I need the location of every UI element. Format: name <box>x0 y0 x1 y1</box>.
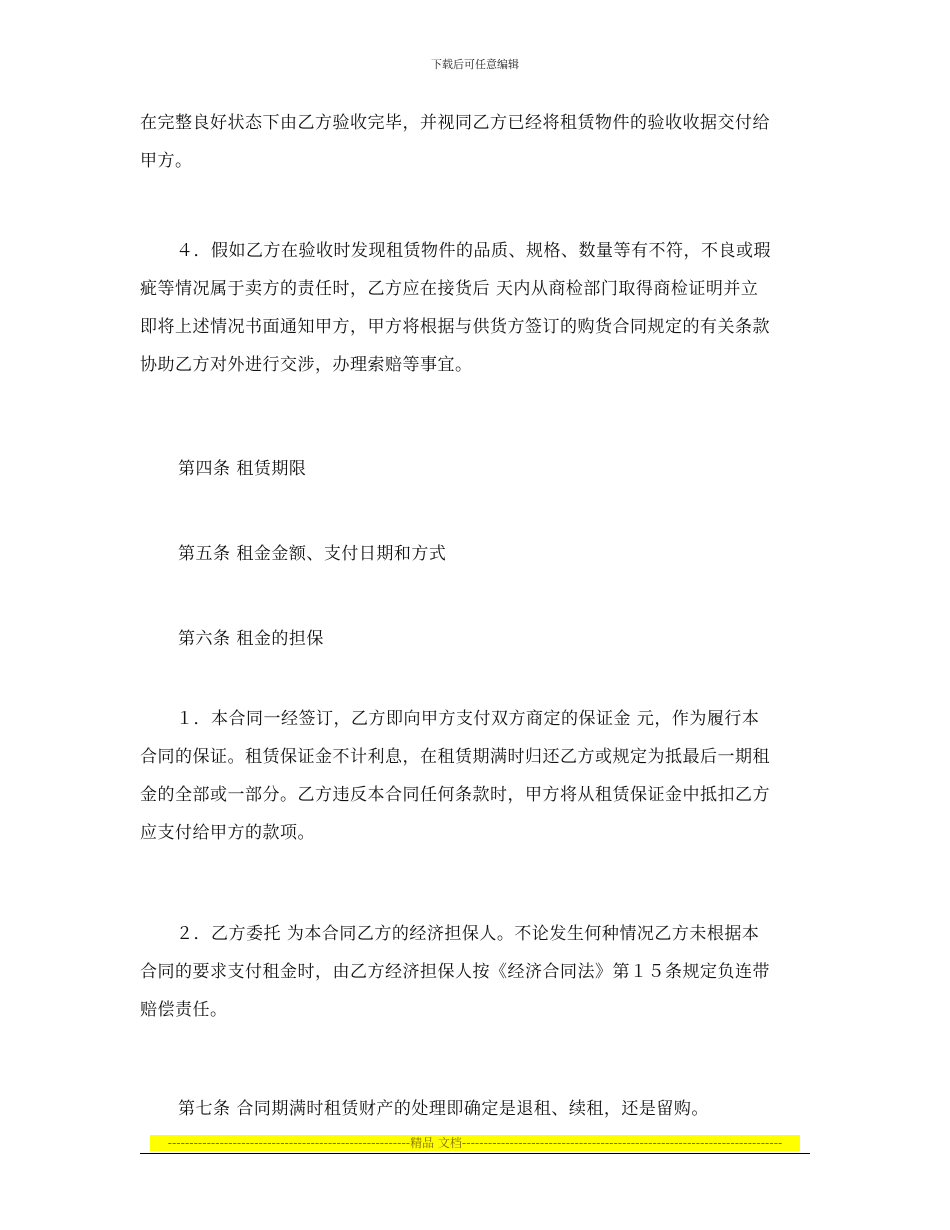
footer-divider <box>140 1153 810 1154</box>
footer-highlight-bar: --------------------------------------------------------精品 文档-------------------------------------------------------------------------- <box>150 1135 800 1151</box>
text-line: 金的全部或一部分。乙方违反本合同任何条款时，甲方将从租赁保证金中抵扣乙方 <box>140 785 770 805</box>
article-5-heading: 第五条 租金金额、支付日期和方式 <box>178 544 447 564</box>
text-line: ２．乙方委托 为本合同乙方的经济担保人。不论发生何种情况乙方未根据本 <box>176 924 760 944</box>
paragraph-article6-item-2 <box>140 915 815 1029</box>
paragraph-item-4 <box>140 232 815 384</box>
text-line: 合同的保证。租赁保证金不计利息，在租赁期满时归还乙方或规定为抵最后一期租 <box>140 747 770 767</box>
article-6-heading: 第六条 租金的担保 <box>178 629 324 649</box>
text-line: 在完整良好状态下由乙方验收完毕，并视同乙方已经将租赁物件的验收收据交付给 <box>140 113 770 133</box>
text-line: ４．假如乙方在验收时发现租赁物件的品质、规格、数量等有不符，不良或瑕 <box>176 241 771 261</box>
text-line: 疵等情况属于卖方的责任时，乙方应在接货后 天内从商检部门取得商检证明并立 <box>140 279 759 299</box>
text-line: 即将上述情况书面通知甲方，甲方将根据与供货方签订的购货合同规定的有关条款 <box>140 317 770 337</box>
article-4-heading: 第四条 租赁期限 <box>178 459 307 479</box>
article-7-heading: 第七条 合同期满时租赁财产的处理即确定是退租、续租，还是留购。 <box>178 1099 709 1119</box>
text-line: 应支付给甲方的款项。 <box>140 823 315 843</box>
text-line: 合同的要求支付租金时，由乙方经济担保人按《经济合同法》第１５条规定负连带 <box>140 962 770 982</box>
paragraph-continuation <box>140 104 815 180</box>
paragraph-article6-item-1 <box>140 700 815 852</box>
text-line: 甲方。 <box>140 151 193 171</box>
text-line: １．本合同一经签订，乙方即向甲方支付双方商定的保证金 元，作为履行本 <box>176 709 760 729</box>
page-header: 下载后可任意编辑 <box>431 58 519 71</box>
text-line: 协助乙方对外进行交涉，办理索赔等事宜。 <box>140 355 473 375</box>
text-line: 赔偿责任。 <box>140 1000 228 1020</box>
